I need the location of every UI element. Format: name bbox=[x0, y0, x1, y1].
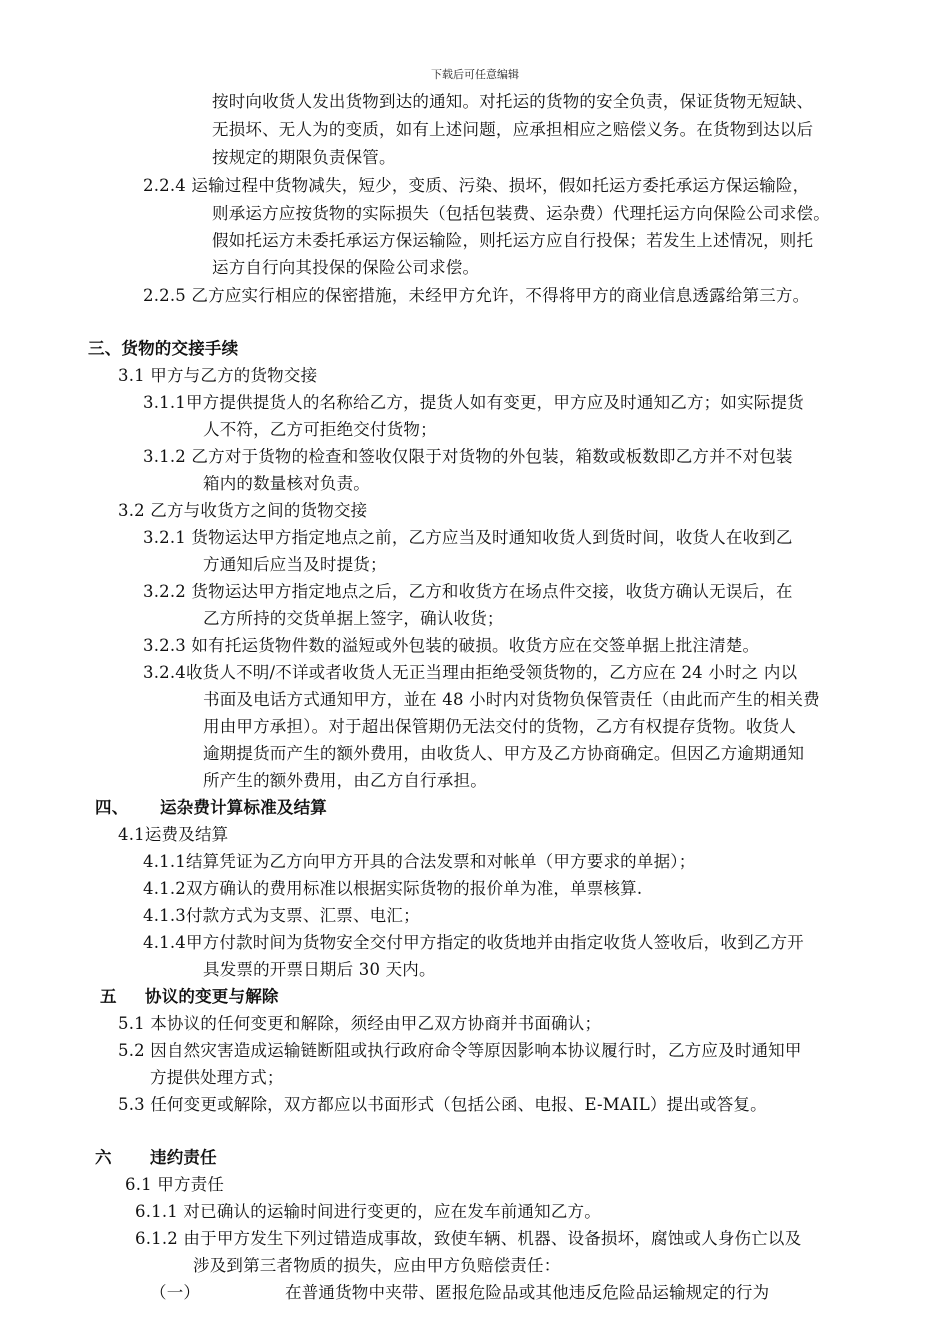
clause-6-1-1: 6.1.1 对已确认的运输时间进行变更的，应在发车前通知乙方。 bbox=[135, 1202, 601, 1221]
text-line: 乙方所持的交货单据上签字，确认收货； bbox=[203, 609, 504, 628]
section-heading-3: 三、货物的交接手续 bbox=[88, 339, 239, 358]
clause-6-1-2: 6.1.2 由于甲方发生下列过错造成事故，致使车辆、机器、设备损坏，腐蚀或人身伤亡以及 bbox=[135, 1229, 802, 1248]
clause-5-3: 5.3 任何变更或解除，双方都应以书面形式（包括公函、电报、E-MAIL）提出或答复。 bbox=[118, 1095, 767, 1114]
subsection-4-1: 4.1运费及结算 bbox=[118, 825, 229, 844]
text-line: 用由甲方承担）。对于超出保管期仍无法交付的货物，乙方有权提存货物。收货人 bbox=[203, 717, 796, 736]
clause-2-2-5: 2.2.5 乙方应实行相应的保密措施，未经甲方允许，不得将甲方的商业信息透露给第三方。 bbox=[143, 286, 810, 305]
clause-4-1-2: 4.1.2双方确认的费用标准以根据实际货物的报价单为准，单票核算. bbox=[143, 879, 643, 898]
section-number-6: 六 bbox=[95, 1148, 112, 1167]
clause-4-1-4: 4.1.4甲方付款时间为货物安全交付甲方指定的收货地并由指定收货人签收后，收到乙方开 bbox=[143, 933, 804, 952]
clause-2-2-4: 2.2.4 运输过程中货物减失，短少，变质、污染、损坏，假如托运方委托承运方保运输险， bbox=[143, 176, 810, 195]
clause-3-1-2: 3.1.2 乙方对于货物的检查和签收仅限于对货物的外包装，箱数或板数即乙方并不对包装 bbox=[143, 447, 793, 466]
section-number-4: 四、 bbox=[95, 798, 129, 817]
clause-3-1-1: 3.1.1甲方提供提货人的名称给乙方，提货人如有变更，甲方应及时通知乙方；如实际提货 bbox=[143, 393, 804, 412]
list-marker-1: （一） bbox=[150, 1283, 201, 1302]
text-line: 假如托运方未委托承运方保运输险，则托运方应自行投保；若发生上述情况，则托 bbox=[212, 231, 814, 250]
section-number-5: 五 bbox=[100, 987, 117, 1006]
text-line: 书面及电话方式通知甲方，並在 48 小时内对货物负保管责任（由此而产生的相关费 bbox=[203, 690, 820, 709]
text-line: 逾期提货而产生的额外费用，由收货人、甲方及乙方协商确定。但因乙方逾期通知 bbox=[203, 744, 805, 763]
text-line: 则承运方应按货物的实际损失（包括包装费、运杂费）代理托运方向保险公司求偿。 bbox=[212, 204, 830, 223]
section-heading-5: 协议的变更与解除 bbox=[145, 987, 279, 1006]
text-line: 涉及到第三者物质的损失，应由甲方负赔偿责任： bbox=[193, 1256, 561, 1275]
page-header-note: 下载后可任意编辑 bbox=[431, 68, 519, 81]
text-line: 运方自行向其投保的保险公司求偿。 bbox=[212, 258, 480, 277]
section-heading-4: 运杂费计算标准及结算 bbox=[160, 798, 327, 817]
clause-4-1-1: 4.1.1结算凭证为乙方向甲方开具的合法发票和对帐单（甲方要求的单据）； bbox=[143, 852, 696, 871]
text-line: 人不符，乙方可拒绝交付货物； bbox=[203, 420, 437, 439]
clause-3-2-2: 3.2.2 货物运达甲方指定地点之后，乙方和收货方在场点件交接，收货方确认无误后，在 bbox=[143, 582, 793, 601]
clause-5-2: 5.2 因自然灾害造成运输链断阻或执行政府命令等原因影响本协议履行时，乙方应及时通知甲 bbox=[118, 1041, 802, 1060]
clause-3-2-3: 3.2.3 如有托运货物件数的溢短或外包装的破损。收货方应在交签单据上批注清楚。 bbox=[143, 636, 760, 655]
text-line: 方提供处理方式； bbox=[150, 1068, 284, 1087]
text-line: 具发票的开票日期后 30 天内。 bbox=[203, 960, 436, 979]
text-line: 箱内的数量核对负责。 bbox=[203, 474, 370, 493]
text-line: 无损坏、无人为的变质，如有上述问题，应承担相应之赔偿义务。在货物到达以后 bbox=[212, 120, 814, 139]
text-line: 按规定的期限负责保管。 bbox=[212, 148, 396, 167]
clause-3-2-4: 3.2.4收货人不明/不详或者收货人无正当理由拒绝受领货物的，乙方应在 24 小时之 内以 bbox=[143, 663, 798, 682]
clause-3-2-1: 3.2.1 货物运达甲方指定地点之前，乙方应当及时通知收货人到货时间，收货人在收到乙 bbox=[143, 528, 793, 547]
clause-5-1: 5.1 本协议的任何变更和解除，须经由甲乙双方协商并书面确认； bbox=[118, 1014, 602, 1033]
list-item-1: 在普通货物中夹带、匿报危险品或其他违反危险品运输规定的行为 bbox=[285, 1283, 770, 1302]
subsection-3-1: 3.1 甲方与乙方的货物交接 bbox=[118, 366, 318, 385]
section-heading-6: 违约责任 bbox=[150, 1148, 217, 1167]
text-line: 方通知后应当及时提货； bbox=[203, 555, 387, 574]
subsection-6-1: 6.1 甲方责任 bbox=[125, 1175, 225, 1194]
text-line: 按时向收货人发出货物到达的通知。对托运的货物的安全负责，保证货物无短缺、 bbox=[212, 92, 814, 111]
text-line: 所产生的额外费用，由乙方自行承担。 bbox=[203, 771, 487, 790]
clause-4-1-3: 4.1.3付款方式为支票、汇票、电汇； bbox=[143, 906, 420, 925]
subsection-3-2: 3.2 乙方与收货方之间的货物交接 bbox=[118, 501, 368, 520]
